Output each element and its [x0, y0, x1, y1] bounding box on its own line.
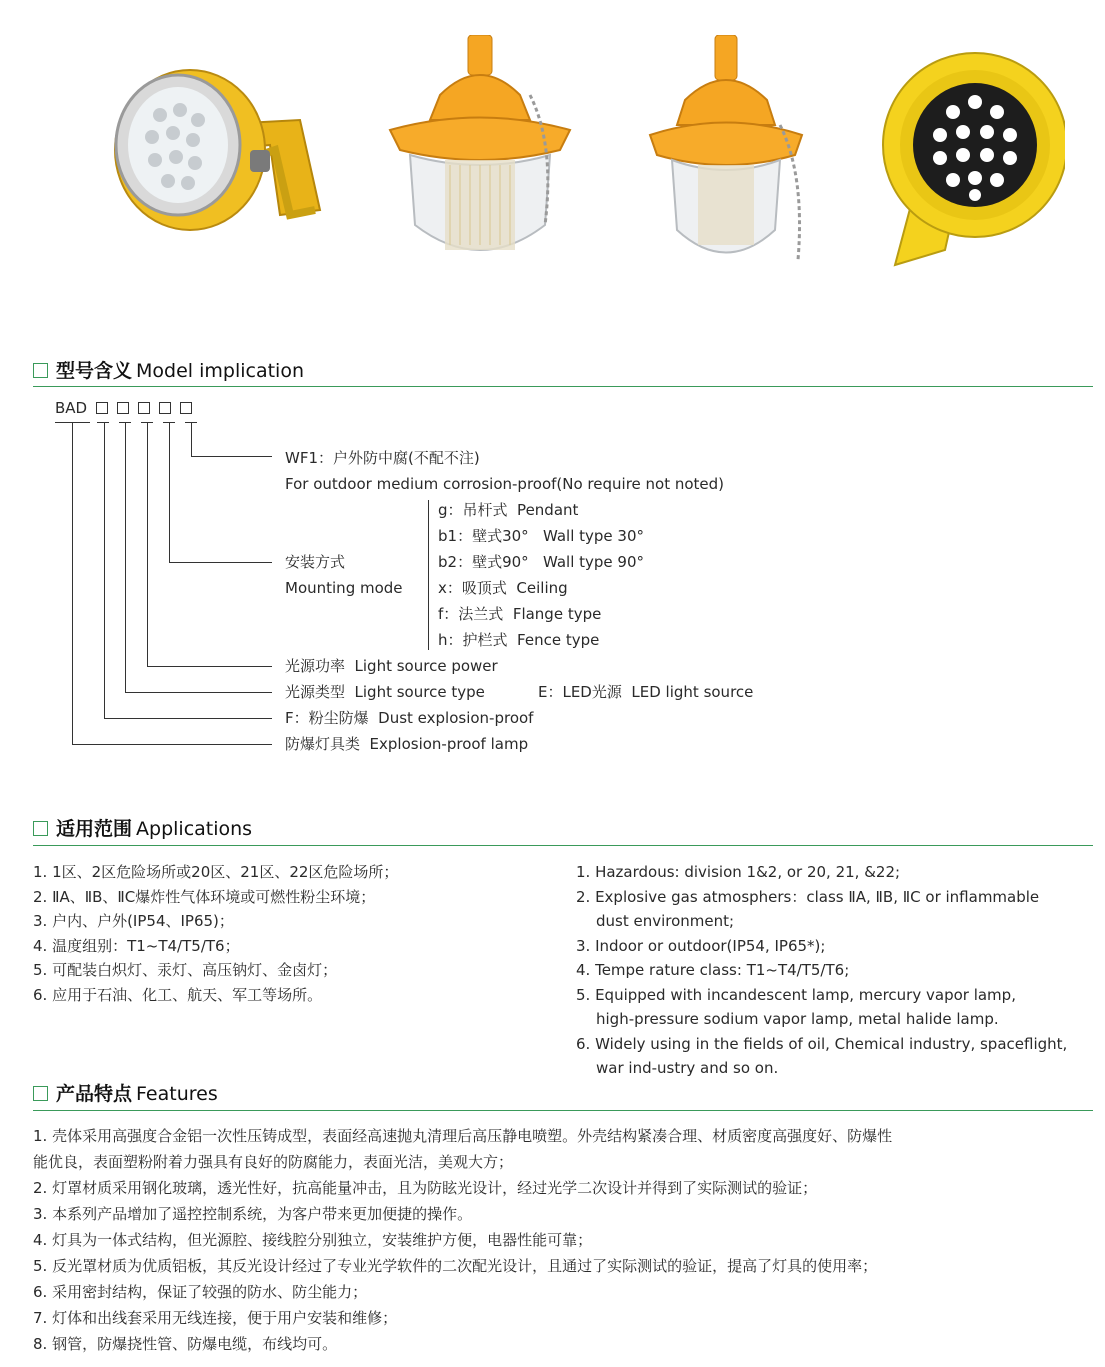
code-slot [180, 402, 192, 414]
checkbox-square-icon [33, 821, 48, 836]
list-item: 1. 壳体采用高强度合金铝一次性压铸成型，表面经高速抛丸清理后高压静电喷塑。外壳结构紧凑合理、材质密度高强度好、防爆性 [33, 1127, 893, 1145]
list-item: 4. 温度组别：T1~T4/T5/T6； [33, 936, 240, 955]
product-photos [80, 35, 1080, 280]
code-slot [138, 402, 150, 414]
list-item: 6. 应用于石油、化工、航天、军工等场所。 [33, 985, 323, 1004]
pendant-lamp-small-image [640, 35, 820, 275]
list-item-continued: 能优良，表面塑粉附着力强具有良好的防腐能力，表面光洁，美观大方； [33, 1153, 514, 1171]
applications-list-cn [33, 860, 398, 1007]
list-item: 4. 灯具为一体式结构，但光源腔、接线腔分别独立，安装维护方便，电器性能可靠； [33, 1231, 593, 1249]
floodlight-lamp-image [80, 35, 340, 245]
light-source-power-label: 光源功率 Light source power [285, 657, 498, 675]
list-item: 1. 1区、2区危险场所或20区、21区、22区危险场所； [33, 863, 399, 881]
list-item: 1. Hazardous: division 1&2, or 20, 21, &22; [576, 863, 901, 881]
list-item: 4. Tempe rature class: T1~T4/T5/T6; [576, 961, 850, 979]
mount-option: g：吊杆式 Pendant [438, 501, 579, 519]
section-divider [33, 845, 1093, 846]
list-item: 2. 灯罩材质采用钢化玻璃，透光性好，抗高能量冲击，且为防眩光设计，经过光学二次设计并得到了实际测试的验证； [33, 1179, 818, 1197]
list-item-continued: dust environment; [596, 912, 735, 930]
features-list [33, 1123, 892, 1357]
mount-option: b1：壁式30° Wall type 30° [438, 527, 644, 545]
checkbox-square-icon [33, 363, 48, 378]
list-item: 6. Widely using in the fields of oil, Chemical industry, spaceflight, [576, 1034, 1068, 1053]
mount-option: f：法兰式 Flange type [438, 605, 602, 623]
list-item: 5. 可配装白炽灯、汞灯、高压钠灯、金卤灯； [33, 961, 338, 979]
list-item: 3. 户内、户外(IP54、IP65)； [33, 912, 234, 930]
list-item: 2. ⅡA、ⅡB、ⅡC爆炸性气体环境或可燃性粉尘环境； [33, 887, 376, 906]
list-item: 6. 采用密封结构，保证了较强的防水、防尘能力； [33, 1283, 368, 1301]
list-item: 5. 反光罩材质为优质铝板，其反光设计经过了专业光学软件的二次配光设计，且通过了实际测试的验证，提高了灯具的使用率； [33, 1257, 878, 1275]
list-item: 3. 本系列产品增加了遥控控制系统，为客户带来更加便捷的操作。 [33, 1205, 473, 1223]
model-section-heading: 型号含义 Model implication [33, 356, 304, 383]
mounting-mode-en: Mounting mode [285, 579, 403, 597]
mount-option: h：护栏式 Fence type [438, 631, 600, 649]
features-heading: 产品特点 Features [33, 1079, 218, 1106]
dust-proof-label: F：粉尘防爆 Dust explosion-proof [285, 709, 534, 727]
model-code-prefix: BAD [55, 399, 88, 417]
list-item: 3. Indoor or outdoor(IP54, IP65*); [576, 936, 826, 955]
model-code [55, 398, 192, 418]
explosion-proof-lamp-label: 防爆灯具类 Explosion-proof lamp [285, 735, 529, 753]
led-source-label: E：LED光源 LED light source [538, 683, 754, 701]
code-slot [96, 402, 108, 414]
light-source-type-label: 光源类型 Light source type [285, 683, 485, 701]
list-item-continued: war ind-ustry and so on. [596, 1059, 779, 1077]
code-slot [159, 402, 171, 414]
applications-heading: 适用范围 Applications [33, 814, 252, 841]
wf1-label-en: For outdoor medium corrosion-proof(No require not noted) [285, 475, 725, 493]
mount-option: x：吸顶式 Ceiling [438, 579, 568, 597]
checkbox-square-icon [33, 1086, 48, 1101]
section-divider [33, 1110, 1093, 1111]
list-item: 2. Explosive gas atmosphers：class ⅡA, ⅡB, ⅡC or inflammable [576, 887, 1040, 906]
wf1-label: WF1：户外防中腐(不配不注) [285, 449, 480, 467]
code-slot [117, 402, 129, 414]
list-item: 7. 灯体和出线套采用无线连接，便于用户安装和维修； [33, 1309, 398, 1327]
applications-list-en [576, 860, 1067, 1081]
list-item: 8. 钢管，防爆挠性管、防爆电缆，布线均可。 [33, 1335, 338, 1353]
led-floodlight-image [875, 40, 1065, 270]
section-divider [33, 386, 1093, 387]
list-item-continued: high-pressure sodium vapor lamp, metal halide lamp. [596, 1010, 999, 1028]
mounting-mode-cn: 安装方式 [285, 553, 346, 571]
mount-option: b2：壁式90° Wall type 90° [438, 553, 644, 571]
list-item: 5. Equipped with incandescent lamp, mercury vapor lamp, [576, 985, 1016, 1004]
pendant-lamp-image [380, 35, 580, 275]
